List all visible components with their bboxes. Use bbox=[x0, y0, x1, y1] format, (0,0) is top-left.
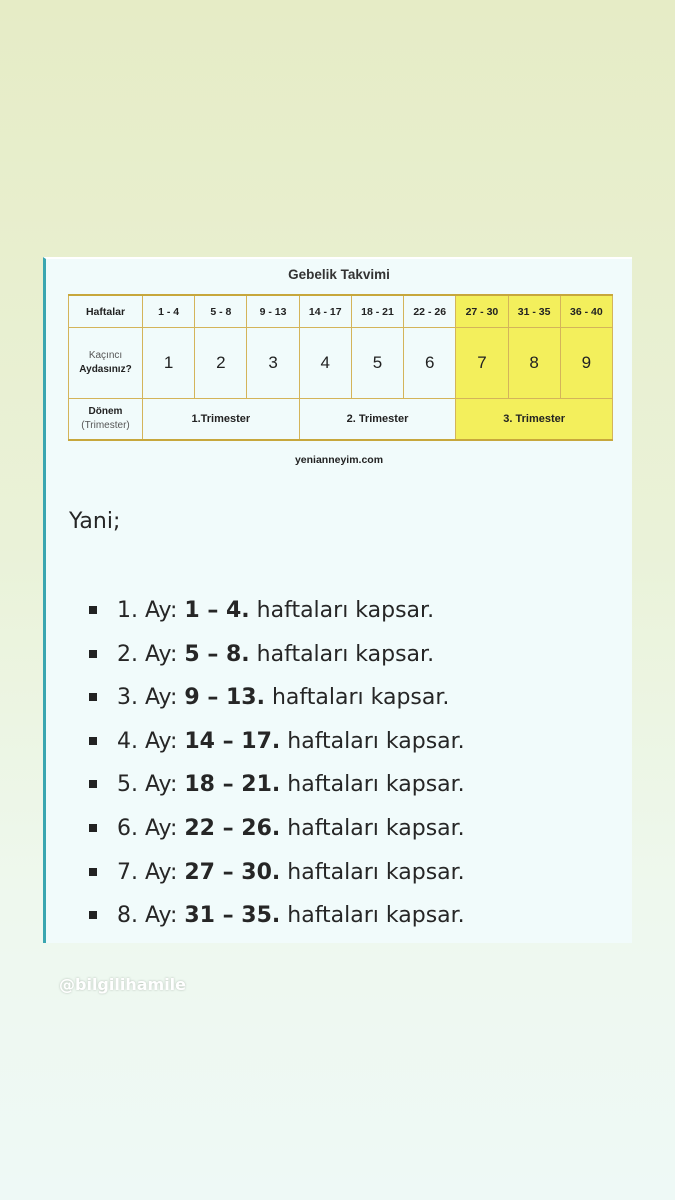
list-item-prefix: 2. Ay: bbox=[117, 641, 185, 667]
pregnancy-calendar-table bbox=[68, 294, 613, 441]
list-item bbox=[46, 676, 465, 720]
square-bullet-icon bbox=[89, 911, 97, 919]
trimester-row-label-line2: (Trimester) bbox=[81, 420, 130, 431]
month-cell: 4 bbox=[299, 328, 351, 399]
months-row-label-line1: Kaçıncı bbox=[88, 350, 123, 361]
trimester-row-label-line1: Dönem bbox=[88, 406, 123, 417]
month-week-list bbox=[46, 589, 465, 938]
month-cell: 8 bbox=[508, 328, 560, 399]
list-item-range: 27 – 30. bbox=[184, 859, 281, 885]
list-item-range: 18 – 21. bbox=[184, 772, 281, 798]
week-cell: 9 - 13 bbox=[247, 295, 299, 328]
list-item-suffix: haftaları kapsar. bbox=[280, 815, 465, 841]
list-item-prefix: 6. Ay: bbox=[117, 815, 185, 841]
square-bullet-icon bbox=[89, 737, 97, 745]
intro-text: Yani; bbox=[69, 509, 121, 534]
list-item-range: 5 – 8. bbox=[184, 641, 250, 667]
week-cell: 1 - 4 bbox=[143, 295, 195, 328]
square-bullet-icon bbox=[89, 824, 97, 832]
trimester-cell: 1.Trimester bbox=[143, 399, 300, 441]
list-item-suffix: haftaları kapsar. bbox=[249, 641, 435, 667]
square-bullet-icon bbox=[89, 606, 97, 614]
month-cell: 6 bbox=[404, 328, 456, 399]
list-item-range: 9 – 13. bbox=[184, 685, 265, 711]
week-cell: 36 - 40 bbox=[560, 295, 612, 328]
month-cell: 3 bbox=[247, 328, 299, 399]
trimester-cell: 3. Trimester bbox=[456, 399, 613, 441]
square-bullet-icon bbox=[89, 650, 97, 658]
week-cell: 18 - 21 bbox=[351, 295, 403, 328]
account-watermark: @bilgilihamile bbox=[59, 975, 187, 994]
list-item-prefix: 3. Ay: bbox=[117, 685, 185, 711]
list-item-suffix: haftaları kapsar. bbox=[280, 728, 465, 754]
content-card bbox=[43, 257, 632, 943]
list-item-prefix: 1. Ay: bbox=[117, 598, 185, 623]
trimester-cell: 2. Trimester bbox=[299, 399, 456, 441]
week-cell: 27 - 30 bbox=[456, 295, 508, 328]
list-item-prefix: 5. Ay: bbox=[117, 772, 185, 798]
list-item-range: 14 – 17. bbox=[184, 728, 281, 754]
list-item-prefix: 8. Ay: bbox=[117, 903, 185, 929]
list-item-suffix: haftaları kapsar. bbox=[264, 685, 450, 711]
list-item bbox=[46, 589, 465, 633]
list-item bbox=[46, 894, 465, 938]
months-row-label-line2: Aydasınız? bbox=[79, 364, 132, 375]
table-source: yenianneyim.com bbox=[294, 454, 384, 466]
month-cell: 2 bbox=[195, 328, 247, 399]
list-item bbox=[46, 807, 465, 851]
list-item-prefix: 4. Ay: bbox=[117, 728, 185, 754]
weeks-row-label: Haftalar bbox=[69, 295, 143, 328]
square-bullet-icon bbox=[89, 780, 97, 788]
week-cell: 31 - 35 bbox=[508, 295, 560, 328]
list-item bbox=[46, 633, 465, 677]
list-item-range: 31 – 35. bbox=[184, 903, 281, 929]
month-cell: 5 bbox=[351, 328, 403, 399]
trimester-row-label bbox=[69, 399, 143, 441]
month-cell: 1 bbox=[143, 328, 195, 399]
list-item bbox=[46, 763, 465, 807]
weeks-row bbox=[69, 295, 613, 328]
months-row-label bbox=[69, 328, 143, 399]
list-item-suffix: haftaları kapsar. bbox=[280, 859, 465, 885]
list-item-range: 1 – 4. bbox=[184, 598, 250, 623]
months-row bbox=[69, 328, 613, 399]
list-item-suffix: haftaları kapsar. bbox=[280, 772, 465, 798]
list-item-prefix: 7. Ay: bbox=[117, 859, 185, 885]
list-item bbox=[46, 851, 465, 895]
list-item-suffix: haftaları kapsar. bbox=[280, 903, 465, 929]
week-cell: 14 - 17 bbox=[299, 295, 351, 328]
month-cell: 7 bbox=[456, 328, 508, 399]
square-bullet-icon bbox=[89, 868, 97, 876]
week-cell: 5 - 8 bbox=[195, 295, 247, 328]
week-cell: 22 - 26 bbox=[404, 295, 456, 328]
month-cell: 9 bbox=[560, 328, 612, 399]
list-item bbox=[46, 720, 465, 764]
trimester-row bbox=[69, 399, 613, 441]
square-bullet-icon bbox=[89, 693, 97, 701]
list-item-range: 22 – 26. bbox=[184, 815, 281, 841]
table-title: Gebelik Takvimi bbox=[288, 267, 390, 282]
list-item-suffix: haftaları kapsar. bbox=[249, 598, 435, 623]
